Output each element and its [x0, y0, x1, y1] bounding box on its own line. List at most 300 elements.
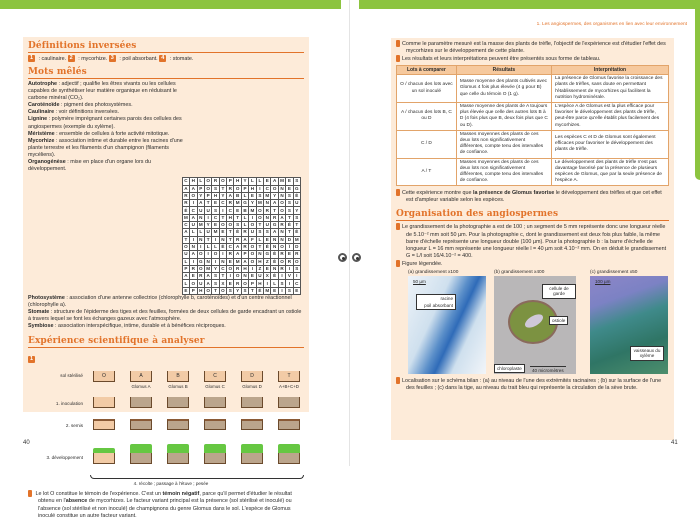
grid-cell: L [212, 243, 219, 250]
grid-cell: Y [249, 200, 256, 207]
row-label: 1. inoculation [55, 401, 83, 407]
grid-cell: Y [293, 207, 300, 214]
pot-developed [167, 453, 189, 464]
table-cell-interp: Le développement des plants de trèfle n'est pas davantage favorisé par la présence de plusieurs espèces de Glomus, que par la seule présence de l'espèce A. [552, 158, 669, 186]
xylem-micrograph [590, 276, 668, 374]
number-badge: 2 [396, 260, 400, 267]
grid-cell: R [227, 251, 234, 258]
grid-cell: N [278, 192, 285, 199]
grid-cell: M [250, 207, 255, 213]
glossary-term: Photosystème [28, 294, 65, 301]
grid-cell: T [286, 214, 293, 221]
grid-cell: S [264, 229, 271, 236]
grid-cell: A [204, 280, 211, 287]
grid-cell: T [271, 207, 278, 214]
label-poil-absorbant: poil absorbant [416, 302, 456, 311]
grid-cell: N [264, 214, 271, 221]
glossary-term: Autotrophe [28, 81, 58, 88]
grid-cell: S [227, 287, 234, 294]
grid-cell: H [227, 214, 234, 221]
glossary-term: Mycorhize [28, 137, 55, 144]
grid-cell: R [234, 236, 241, 243]
pot-developed [93, 453, 115, 464]
grid-cell: H [249, 185, 256, 192]
grid-cell: I [278, 273, 285, 280]
answer-3 [388, 40, 669, 55]
table-cell-lots: A / chacun des lots B, C ou D [397, 102, 457, 130]
glossary-def: : adjectif ; qualifie les êtres vivants ou les cellules capables de synthétiser leur matière organique en réduisant le carbone minéral (CO₂). [28, 81, 177, 102]
glossary-term: Caroténoïde [28, 102, 60, 109]
grid-cell: N [256, 251, 263, 258]
grid-cell: I [190, 200, 197, 207]
grid-cell: A [234, 243, 241, 250]
glossary-def: : polymère imprégnant certaines parois des cellules des angiospermes (exemple du xylème). [28, 116, 182, 130]
grid-cell: E [286, 251, 293, 258]
grid-cell: P [204, 192, 211, 199]
grid-cell: E [234, 207, 241, 214]
grid-cell: E [227, 258, 234, 265]
grid-cell: R [234, 280, 241, 287]
inoculant-label: Glomus D [242, 384, 262, 390]
grid-cell: N [278, 236, 285, 243]
grid-cell: P [182, 265, 189, 272]
grid-cell: I [264, 280, 271, 287]
grid-cell: U [182, 251, 189, 258]
pot-lot-A: A [130, 371, 152, 382]
scale-bar: 100 µm [595, 278, 611, 284]
grid-cell: A [197, 200, 204, 207]
grid-cell: O [191, 192, 196, 198]
grid-cell: N [204, 258, 211, 265]
grid-cell: H [256, 280, 263, 287]
harvest-label: 4. récolte ; passage à l'étuve ; pesée [133, 481, 209, 487]
photo-label: (b) grandissement x400 [494, 269, 545, 275]
grid-cell: S [212, 280, 219, 287]
grid-cell: E [293, 287, 300, 294]
grid-cell: R [278, 265, 285, 272]
grid-cell: O [198, 251, 203, 257]
pot-inoculated [167, 397, 189, 408]
grid-cell: R [264, 207, 271, 214]
grid-cell: C [219, 200, 226, 207]
glossary-entry [28, 138, 188, 159]
grid-cell: S [241, 287, 248, 294]
grid-cell: H [256, 258, 263, 265]
grid-cell: S [212, 207, 219, 214]
grid-cell: U [249, 229, 256, 236]
grid-cell: I [219, 251, 226, 258]
grid-cell: É [286, 222, 293, 229]
grid-cell: I [204, 214, 211, 221]
definition-text: : poil absorbant. [117, 55, 158, 62]
glossary-def: : mise en place d'un organe lors du développement. [28, 159, 151, 173]
label-ostiole: ostiole [549, 316, 568, 326]
grid-cell: O [235, 185, 240, 191]
photo-label: (c) grandissement x50 [590, 269, 638, 275]
pot-lot-B: B [167, 371, 189, 382]
inoculant-label: Glomus A [131, 384, 151, 390]
grid-cell: C [219, 265, 226, 272]
chapter-number: 1. [536, 22, 541, 27]
section-title-definitions: Définitions inversées [28, 39, 304, 53]
grid-cell: S [212, 273, 219, 280]
answer-text: absence [65, 498, 88, 505]
grid-cell: É [271, 273, 278, 280]
pot-lot-O: O [93, 371, 115, 382]
grid-cell: M [257, 200, 262, 206]
page-number-left: 40 [23, 440, 30, 446]
chapter-side-tab [695, 0, 700, 180]
grid-cell: C [227, 207, 234, 214]
grid-cell: Y [241, 178, 248, 185]
grid-cell: R [227, 200, 234, 207]
grid-cell: R [278, 251, 285, 258]
plant-growth [167, 444, 189, 453]
grid-row [182, 243, 300, 250]
grid-cell: I [286, 265, 293, 272]
grid-cell: M [235, 258, 240, 264]
grid-cell: M [294, 236, 299, 242]
grid-cell: Z [264, 258, 271, 265]
pot-developed [241, 453, 263, 464]
grid-cell: T [256, 243, 263, 250]
table-row [397, 102, 669, 130]
glossary-term: Méristème [28, 130, 55, 137]
grid-cell: C [293, 280, 300, 287]
grid-cell: O [184, 244, 188, 250]
glossary-def: : pigment des photosystèmes. [59, 102, 133, 109]
pot-lot-D: D [241, 371, 263, 382]
table-row [397, 75, 669, 103]
grid-cell: M [213, 229, 218, 235]
grid-cell: R [241, 243, 248, 250]
grid-cell: O [213, 251, 218, 257]
grid-cell: E [227, 280, 234, 287]
table-cell-lots: A / T [397, 158, 457, 186]
answer-2 [20, 490, 304, 519]
grid-cell: O [295, 258, 299, 264]
grid-cell: I [204, 251, 211, 258]
page-gutter [349, 0, 350, 466]
grid-cell: O [198, 265, 203, 271]
pot-inoculated [204, 397, 226, 408]
grid-cell: E [286, 178, 293, 185]
grid-cell: Y [219, 192, 226, 199]
running-head [537, 22, 687, 27]
grid-cell: T [249, 287, 256, 294]
grid-cell: Y [212, 265, 219, 272]
table-cell-res: Masse moyenne des plants de A toujours plus élevée que celle des autres lots B à D (4 fois plus que B, deux fois plus que C ou D). [456, 102, 551, 130]
grid-cell: H [234, 178, 241, 185]
glossary-list-wide [28, 295, 304, 330]
grid-cell: I [190, 236, 197, 243]
page-number-right: 41 [671, 440, 678, 446]
column-header: Résultats [456, 66, 551, 75]
answer-text: Localisation sur le schéma bilan : (a) au niveau de l'une des extrémités racinaires ; (b) sur la surface de l'une des feuilles ; (c) dans la tige, au niveau du trait bleu qui représente la circulation de la sève brute. [402, 377, 662, 391]
grid-cell: E [249, 273, 256, 280]
grid-cell: S [278, 280, 285, 287]
grid-cell: I [190, 258, 197, 265]
grid-cell: P [241, 251, 248, 258]
grid-cell: È [271, 251, 278, 258]
grid-cell: C [182, 178, 189, 185]
grid-cell: X [219, 280, 226, 287]
label-cellule-de-garde: cellule de garde [542, 284, 576, 299]
grid-cell: P [241, 185, 248, 192]
scale-bar: 40 micromètres [532, 367, 564, 373]
answer-emphasis: la présence de Glomus favorise [473, 190, 555, 197]
pot-sown [278, 419, 300, 430]
grid-cell: L [241, 192, 248, 199]
grid-cell: E [264, 236, 271, 243]
grid-cell: O [250, 258, 255, 264]
glossary-entry [28, 109, 188, 116]
inoculant-label: Glomus C [205, 384, 225, 390]
grid-cell: S [293, 265, 300, 272]
table-header-row [397, 66, 669, 75]
grid-cell: U [293, 200, 300, 207]
grid-cell: T [293, 222, 300, 229]
grid-cell: E [190, 273, 197, 280]
grid-cell: C [227, 243, 234, 250]
results-table [396, 65, 669, 186]
pot-inoculated [241, 397, 263, 408]
registration-mark-icon [352, 253, 361, 262]
grid-cell: C [212, 214, 219, 221]
glossary-term: Lignine [28, 116, 48, 123]
grid-cell: L [190, 229, 197, 236]
grid-row [182, 258, 300, 265]
grid-cell: A [190, 185, 197, 192]
pot-sown [204, 419, 226, 430]
number-badge: 1 [396, 223, 400, 230]
glossary-list [28, 81, 188, 173]
grid-row [182, 207, 300, 214]
glossary-entry [28, 295, 304, 309]
grid-cell: A [182, 273, 189, 280]
pot-inoculated [93, 397, 115, 408]
grid-cell: É [264, 243, 271, 250]
grid-cell: U [197, 280, 204, 287]
table-row [397, 158, 669, 186]
grid-cell: E [212, 222, 219, 229]
grid-cell: T [286, 229, 293, 236]
grid-cell: T [204, 200, 211, 207]
number-badge: 1 [30, 55, 34, 61]
grid-cell: A [182, 229, 189, 236]
number-badge: 3 [396, 377, 400, 384]
grid-row [182, 287, 300, 294]
grid-cell: R [234, 265, 241, 272]
grid-cell: H [212, 192, 219, 199]
grid-cell: N [278, 229, 285, 236]
grid-cell: M [280, 178, 284, 184]
grid-cell: N [219, 258, 226, 265]
grid-cell: I [293, 273, 300, 280]
grid-cell: S [234, 222, 241, 229]
chapter-title: Les angiospermes, des organismes en lien avec leur environnement [540, 22, 687, 27]
grid-cell: E [249, 192, 256, 199]
plant-growth [278, 444, 300, 453]
grid-cell: F [249, 236, 256, 243]
answer-text: Le lot O constitue le témoin de l'expérience. C'est un [35, 491, 163, 498]
answer-text: témoin négatif [162, 491, 200, 498]
column-header: Interprétation [552, 66, 669, 75]
pot-lot-C: C [204, 371, 226, 382]
grid-cell: R [182, 200, 189, 207]
glossary-term: Stomate [28, 309, 50, 316]
grid-cell: I [249, 265, 256, 272]
grid-cell: V [286, 273, 293, 280]
label-chloroplaste: chloroplaste [494, 364, 525, 374]
grid-row [182, 273, 300, 280]
grid-cell: T [227, 229, 234, 236]
grid-cell: R [197, 273, 204, 280]
grid-cell: T [234, 214, 241, 221]
grid-cell: N [264, 200, 271, 207]
grid-cell: A [241, 258, 248, 265]
answer-5 [388, 189, 669, 204]
grid-cell: G [243, 200, 247, 206]
glossary-def: : structure de l'épiderme des tiges et des feuilles, formées de deux cellules de garde encadrant un ostiole à travers lequel se font les échanges gazeux avec l'atmosphère. [28, 309, 302, 323]
definition-text: : stomate. [168, 55, 194, 62]
grid-cell: M [206, 265, 211, 271]
pot-developed [278, 453, 300, 464]
grid-cell: N [271, 265, 278, 272]
scale-bar: 50 µm [413, 278, 426, 284]
grid-cell: O [228, 222, 233, 228]
grid-cell: È [256, 287, 263, 294]
grid-cell: S [293, 214, 300, 221]
grid-cell: O [191, 280, 196, 286]
grid-cell: R [227, 185, 234, 192]
grid-cell: É [293, 192, 300, 199]
grid-cell: A [271, 229, 278, 236]
grid-cell: R [293, 251, 300, 258]
grid-cell: L [204, 243, 211, 250]
grid-cell: A [182, 185, 189, 192]
grid-cell: N [278, 185, 285, 192]
grid-cell: U [197, 207, 204, 214]
answer-text: Cette expérience montre que [402, 190, 474, 197]
grid-cell: S [286, 207, 293, 214]
grid-cell: R [212, 178, 219, 185]
grid-cell: L [256, 178, 263, 185]
glossary-entry [28, 309, 304, 323]
grid-cell: I [197, 243, 204, 250]
grid-cell: A [241, 236, 248, 243]
answer-text: Les résultats et leurs interprétations peuvent être présentés sous forme de tableau. [402, 56, 601, 63]
grid-cell: È [293, 229, 300, 236]
glossary-entry [28, 131, 188, 138]
grid-cell: H [241, 265, 248, 272]
plant-growth [130, 444, 152, 453]
grid-cell: T [219, 273, 226, 280]
grid-cell: P [249, 280, 256, 287]
grid-cell: U [264, 222, 271, 229]
glossary-def: : ensemble de cellules à forte activité mitotique. [54, 130, 170, 137]
grid-row [182, 229, 300, 236]
grid-cell: N [190, 243, 197, 250]
table-cell-lots: O / chacun des lots avec un sol inoculé [397, 75, 457, 103]
grid-cell: M [235, 200, 240, 206]
grid-cell: O [280, 207, 284, 213]
grid-cell: T [204, 236, 211, 243]
grid-cell: O [258, 214, 262, 220]
grid-cell: I [286, 280, 293, 287]
grid-cell: R [286, 258, 293, 265]
table-cell-res: Masse moyenne des plants cultivés avec Glomus 4 fois plus élevée (4 g pour B) que celle du témoin O (1 g). [456, 75, 551, 103]
number-badge: 2 [69, 55, 73, 61]
org-answer-3 [388, 376, 669, 392]
grid-cell: D [286, 236, 293, 243]
grid-cell: T [227, 236, 234, 243]
grid-cell: O [221, 287, 225, 293]
number-badge: 4 [161, 55, 165, 61]
grid-cell: L [256, 236, 263, 243]
grid-cell: L [182, 280, 189, 287]
glossary-term: Caulinaire [28, 109, 55, 116]
glossary-term: Symbiose [28, 323, 54, 330]
grid-cell: G [265, 251, 270, 257]
number-badge: 4 [396, 55, 400, 62]
answer-text: de mycorhizes. Le facteur variant principal est la présence (sol stérilisé et inoculé) ou l'absence (sol stérilisé et non inoculé) de champignons du genre Glomus dans le sol. L'espèce de Glomus inoculé constitue un autre facteur variant. [38, 498, 292, 519]
grid-cell: S [286, 200, 293, 207]
grid-cell: R [271, 214, 278, 221]
grid-cell: I [212, 258, 219, 265]
grid-cell: U [204, 207, 211, 214]
grid-cell: I [249, 214, 256, 221]
grid-cell: P [197, 185, 204, 192]
grid-cell: G [272, 222, 277, 228]
answer-text: Figure légendée. [402, 260, 443, 267]
inoculant-label: A+B+C+D [279, 384, 299, 390]
grid-cell: M [265, 192, 270, 198]
grid-cell: É [271, 258, 278, 265]
org-answer-2 [388, 259, 669, 268]
photo-b [494, 270, 576, 374]
grid-cell: E [264, 178, 271, 185]
top-green-bar-right [359, 0, 700, 9]
grid-cell: M [198, 222, 203, 228]
micrograph-figure [408, 270, 669, 374]
grid-cell: N [197, 236, 204, 243]
grid-cell: O [206, 185, 210, 191]
row-label: sol stérilisé [60, 373, 83, 379]
label-racine: racine [416, 294, 456, 303]
number-badge: 3 [110, 55, 114, 61]
grid-cell: L [241, 214, 248, 221]
plant-growth [93, 448, 115, 453]
grid-row [182, 185, 300, 192]
glossary-def: : association d'une antenne collectrice (chlorophylle b, caroténoïdes) et d'un centre réactionnel (chlorophylle a). [28, 294, 292, 309]
grid-cell: S [256, 229, 263, 236]
grid-cell: T [182, 236, 189, 243]
grid-cell: E [219, 229, 226, 236]
grid-cell: U [256, 273, 263, 280]
grid-cell: A [271, 178, 278, 185]
grid-cell: N [197, 214, 204, 221]
grid-cell: A [204, 273, 211, 280]
pot-inoculated [130, 397, 152, 408]
grid-cell: H [190, 178, 197, 185]
grid-cell: L [197, 178, 204, 185]
glossary-entry [28, 81, 188, 102]
grid-cell: A [190, 251, 197, 258]
pot-sown [241, 419, 263, 430]
grid-cell: A [271, 200, 278, 207]
grid-cell: D [293, 243, 300, 250]
